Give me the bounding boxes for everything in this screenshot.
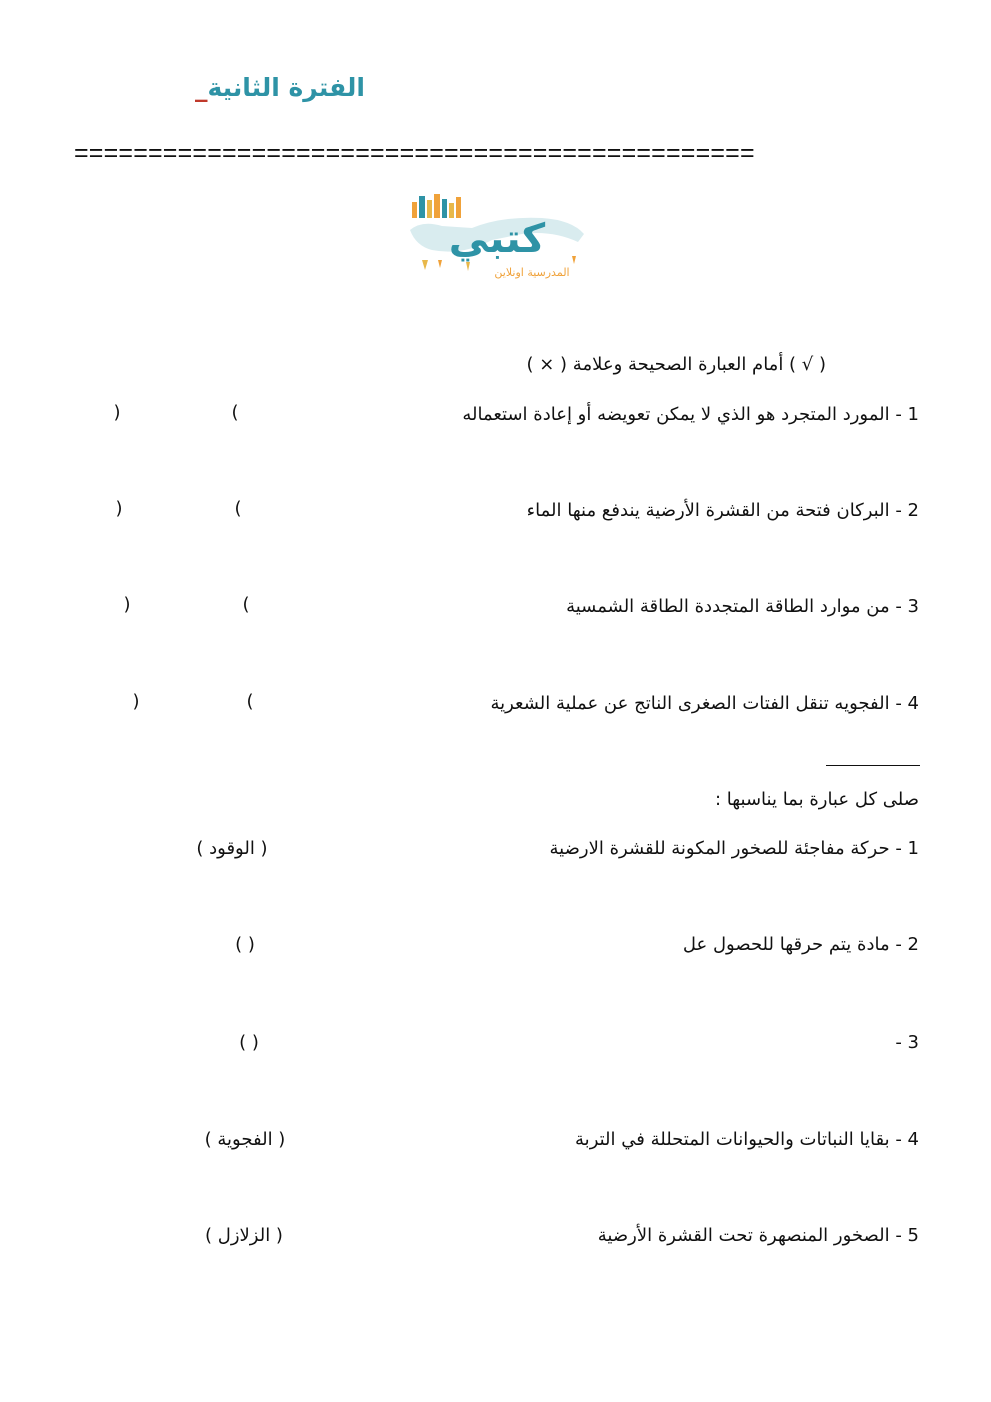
question-2-open-paren: ( [234,498,242,519]
match-answer-3: ( ) [239,1032,259,1053]
match-answer-4: ( الفجوية ) [204,1129,286,1150]
question-2-close-paren: ) [115,498,123,519]
match-item-3: 3 - [895,1032,919,1053]
logo [402,190,592,285]
question-3: 3 - من موارد الطاقة المتجددة الطاقة الشمسية [566,596,919,617]
question-4-open-paren: ( [246,691,254,712]
books-icon [412,194,461,218]
page-title [195,66,365,110]
question-3-close-paren: ) [123,594,131,615]
title-underscore: _ [195,73,208,102]
question-4: 4 - الفجويه تنقل الفتات الصغرى الناتج عن عملية الشعرية [490,693,919,714]
match-item-5: 5 - الصخور المنصهرة تحت القشرة الأرضية [597,1225,919,1246]
match-item-4: 4 - بقايا النباتات والحيوانات المتحللة في التربة [575,1129,919,1150]
match-item-2: 2 - مادة يتم حرقها للحصول عل [682,934,919,955]
match-item-1: 1 - حركة مفاجئة للصخور المكونة للقشرة الارضية [549,838,919,859]
divider-line [826,765,920,766]
question-4-close-paren: ) [132,691,140,712]
logo-brand-text: كتبي [448,216,546,262]
title-text: الفترة الثانية [207,73,365,102]
match-answer-1: ( الوقود ) [196,838,268,859]
question-1: 1 - المورد المتجرد هو الذي لا يمكن تعويضه أو إعادة استعماله [462,404,919,425]
separator-line: ============================================== [74,139,755,167]
logo-sub-text: المدرسية اونلاين [494,266,570,279]
question-2: 2 - البركان فتحة من القشرة الأرضية يندفع منها الماء [526,500,919,521]
question-1-close-paren: ) [113,402,121,423]
question-1-open-paren: ( [231,402,239,423]
question-3-open-paren: ( [242,594,250,615]
match-answer-5: ( الزلازل ) [205,1225,283,1246]
match-answer-2: ( ) [235,934,255,955]
section2-instruction: صلى كل عبارة بما يناسبها : [714,789,919,810]
section1-instruction: ( √ ) أمام العبارة الصحيحة وعلامة ( × ) [526,354,826,375]
logo-graphic [402,190,592,285]
